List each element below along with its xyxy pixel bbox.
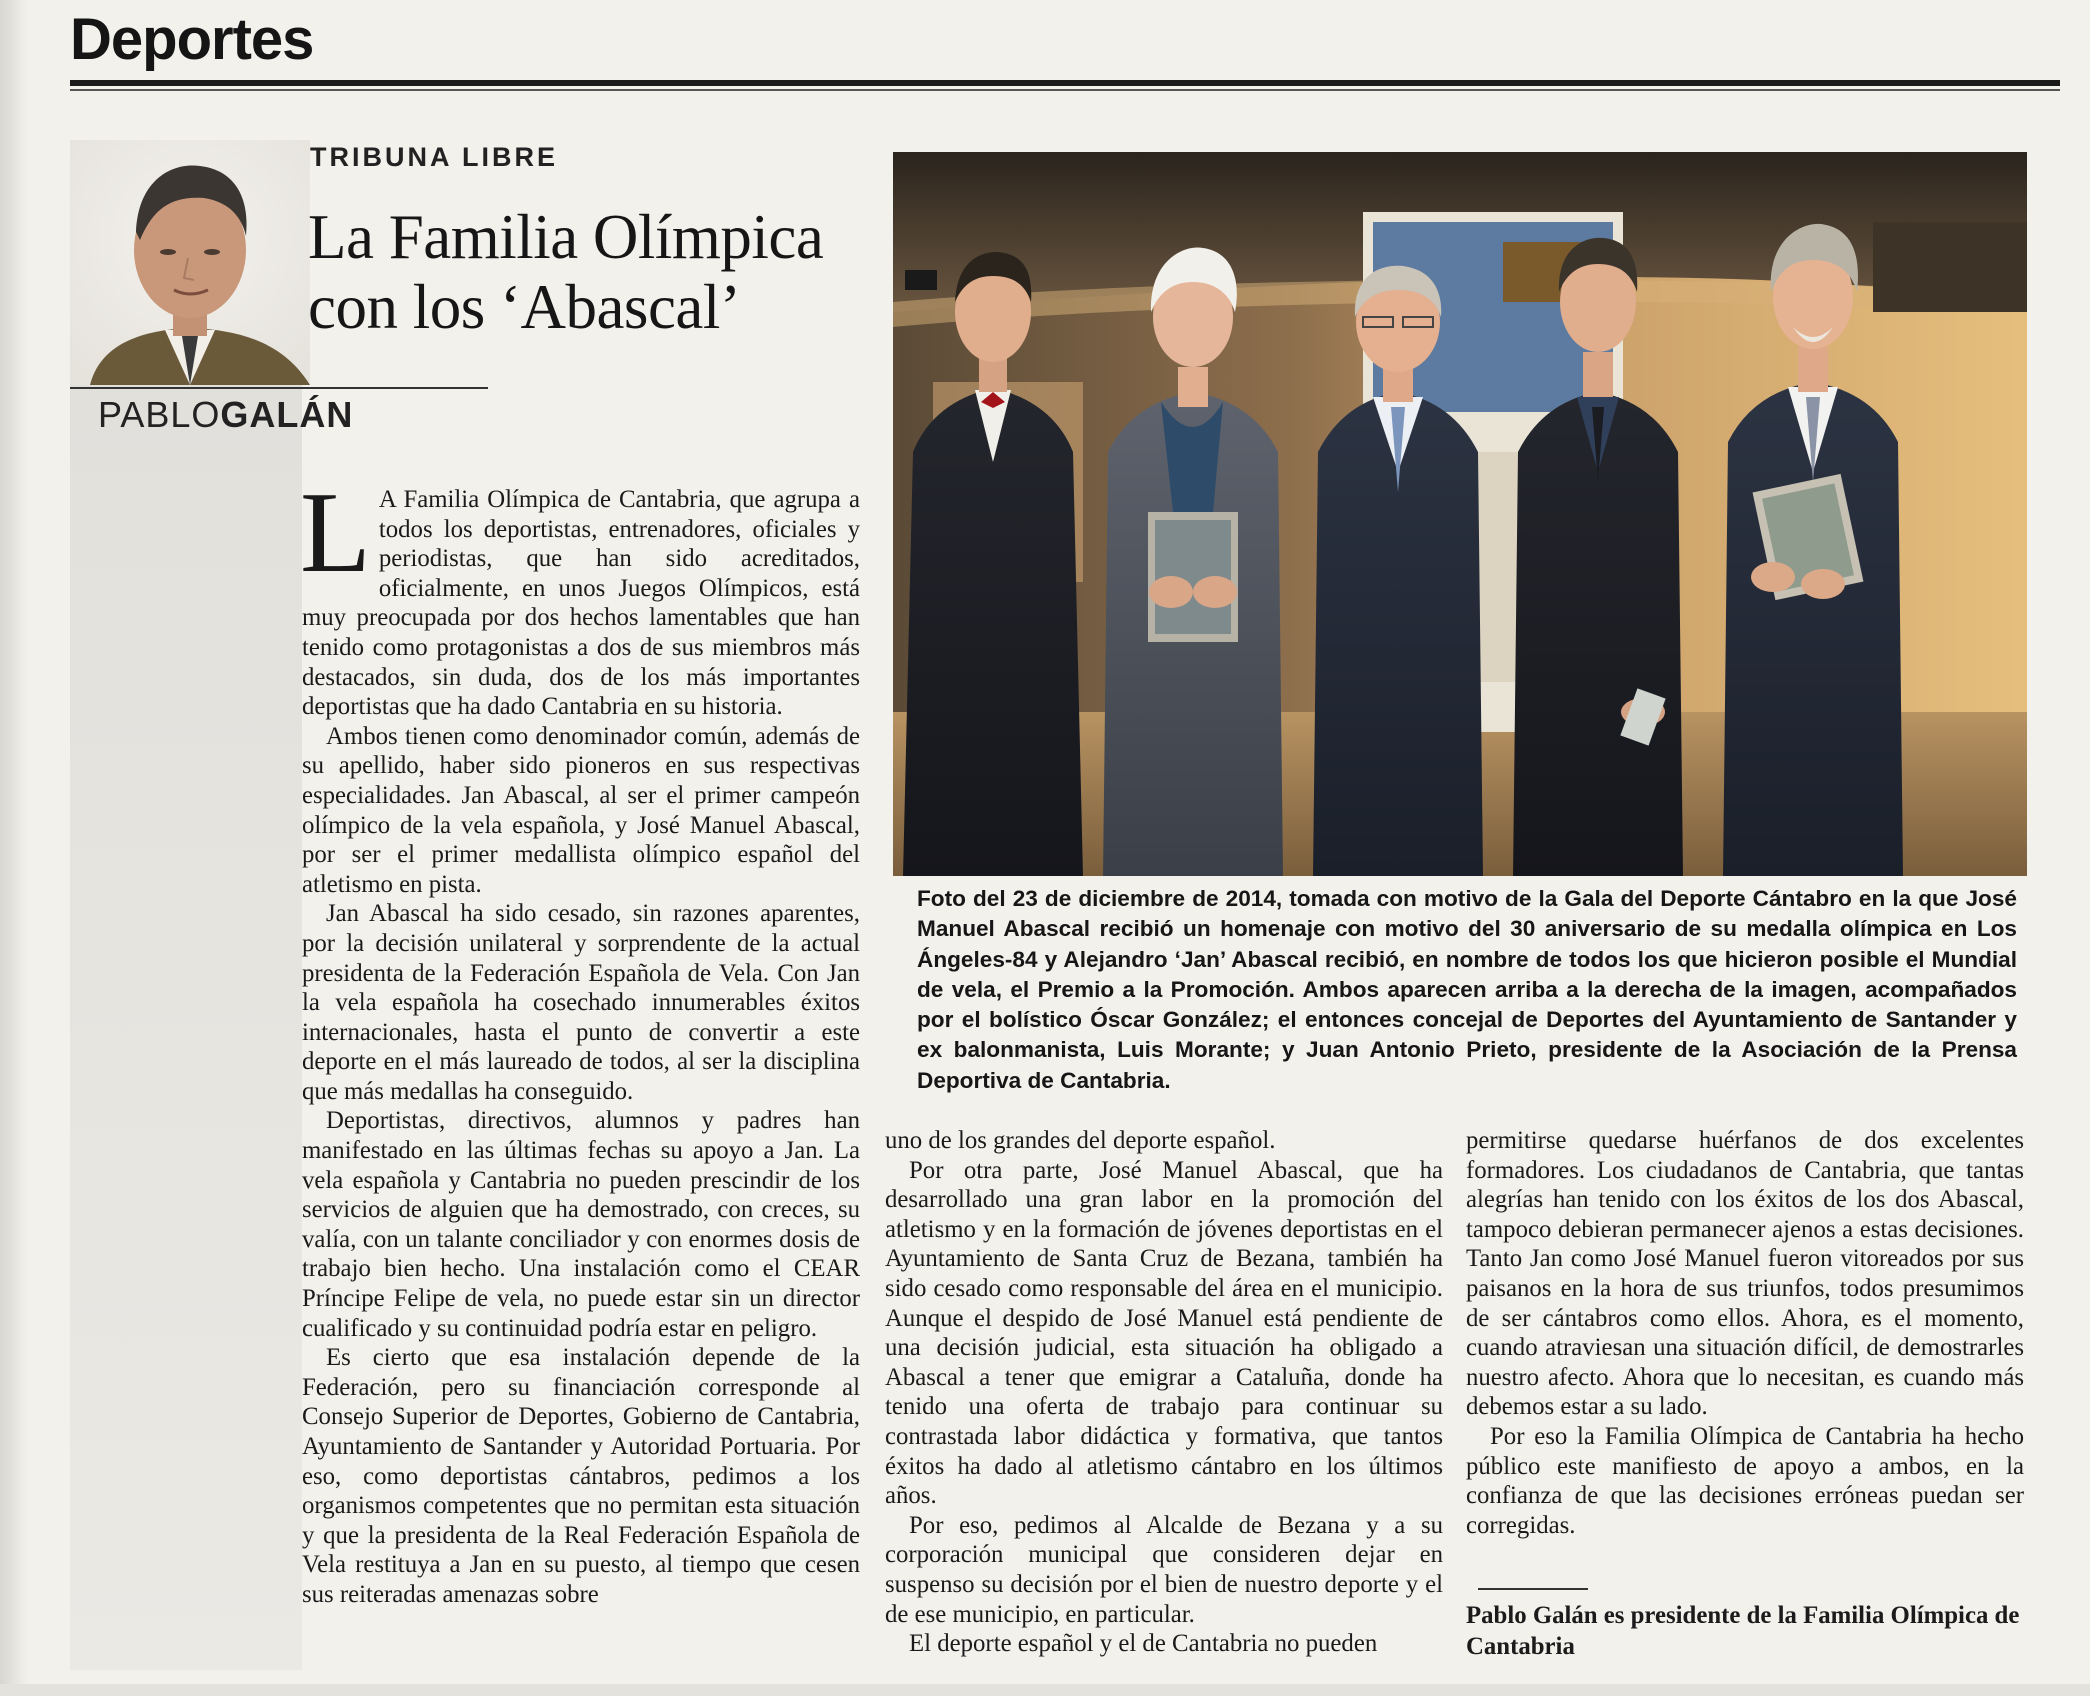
page-edge-shadow bbox=[0, 0, 28, 1696]
paragraph-10: permitirse quedarse huérfanos de dos excelentes formadores. Los ciudadanos de Cantabria, que tantas alegrías han tenido con los éxitos de los dos Abascal, tampoco debieran permanecer ajenos a estas decisiones. Tanto Jan como José Manuel fueron vitoreados por sus paisanos en la hora de sus triunfos, todos presumimos de ser cántabros como ellos. Ahora, es el momento, cuando atraviesan una situación difícil, de demostrarles nuestro afecto. Ahora que lo necesitan, es cuando más debemos estar a su lado. bbox=[1466, 1127, 2024, 1421]
article-column-3 bbox=[1466, 1126, 2024, 1540]
paragraph-8: Por eso, pedimos al Alcalde de Bezana y a su corporación municipal que consideren dejar en suspenso su decisión por el bien de nuestro deporte y el de ese municipio, en particular. bbox=[885, 1511, 1443, 1628]
author-byline bbox=[98, 394, 353, 436]
top-rule-thin bbox=[70, 89, 2060, 91]
paragraph-7: Por otra parte, José Manuel Abascal, que ha desarrollado una gran labor en la promoción del atletismo y en la formación de jóvenes deportistas en el Ayuntamiento de Santa Cruz de Bezana, también ha sido cesado como responsable del área en el municipio. Aunque el despido de José Manuel está pendiente de una decisión judicial, esta situación ha obligado a Abascal a tener que emigrar a Cataluña, donde ha tenido una oferta de trabajo para continuar su contrastada labor didáctica y formativa, que tantos éxitos ha dado al atletismo cántabro en los últimos años. bbox=[885, 1156, 1443, 1510]
top-rule bbox=[70, 80, 2060, 86]
article-kicker: TRIBUNA LIBRE bbox=[310, 142, 558, 172]
article-column-2 bbox=[885, 1126, 1443, 1659]
paragraph-11: Por eso la Familia Olímpica de Cantabria ha hecho público este manifiesto de apoyo a ambos, en la confianza de que las decisiones erróneas puedan ser corregidas. bbox=[1466, 1422, 2024, 1539]
headline-line-1: La Familia Olímpica bbox=[308, 202, 824, 272]
article-photo bbox=[893, 152, 2027, 876]
author-last-name: GALÁN bbox=[220, 394, 354, 435]
headline-line-2: con los ‘Abascal’ bbox=[308, 272, 741, 342]
paragraph-9: El deporte español y el de Cantabria no pueden bbox=[909, 1630, 1378, 1658]
article-column-1 bbox=[300, 469, 860, 1610]
bio-rule bbox=[1478, 1588, 1588, 1590]
section-title: Deportes bbox=[70, 7, 314, 72]
paragraph-2: Ambos tienen como denominador común, además de su apellido, haber sido pioneros en sus respectivas especialidades. Jan Abascal, al ser el primer campeón olímpico de la vela española, y José Manuel Abascal, por ser el primer medallista olímpico español del atletismo en pista. bbox=[302, 722, 860, 898]
dropcap: L bbox=[300, 469, 371, 597]
paragraph-6: uno de los grandes del deporte español. bbox=[885, 1127, 1276, 1154]
paragraph-3: Jan Abascal ha sido cesado, sin razones aparentes, por la decisión unilateral y sorprendente de la actual presidenta de la Federación Española de Vela. Con Jan la vela española ha cosechado innumerables éxitos internacionales, hasta el punto de convertir a este deporte en el más laureado de todos, al ser la disciplina que más medallas ha conseguido. bbox=[302, 900, 860, 1105]
paragraph-1-text: A Familia Olímpica de Cantabria, que agrupa a todos los deportistas, entrenadores, oficiales y periodistas, que han sido acreditados, oficialmente, en unos Juegos Olímpicos, está muy preocupada por dos hechos lamentables que han tenido como protagonistas a dos de sus miembros más destacados, sin duda, dos de los más importantes deportistas que ha dado Cantabria en su historia. bbox=[302, 486, 860, 721]
paragraph-1 bbox=[300, 469, 860, 722]
sidebar-grey-block bbox=[70, 370, 302, 1670]
author-first-name: PABLO bbox=[98, 394, 221, 435]
author-portrait bbox=[70, 140, 310, 385]
paragraph-5: Es cierto que esa instalación depende de la Federación, pero su financiación corresponde al Consejo Superior de Deportes, Gobierno de Cantabria, Ayuntamiento de Santander y Autoridad Portuaria. Por eso, como deportistas cántabros, pedimos a los organismos competentes que no permitan esta situación y que la presidenta de la Real Federación Española de Vela restituya a Jan en su puesto, al tiempo que cesen sus reiteradas amenazas sobre bbox=[302, 1344, 860, 1608]
author-bio: Pablo Galán es presidente de la Familia Olímpica de Cantabria bbox=[1466, 1602, 2020, 1660]
article-headline bbox=[308, 202, 868, 342]
paragraph-4: Deportistas, directivos, alumnos y padres han manifestado en las últimas fechas su apoyo a Jan. La vela española y Cantabria no pueden prescindir de los servicios de alguien que ha demostrado, con creces, su valía, con un talante conciliador y con enormes dosis de trabajo bien hecho. Una instalación como el CEAR Príncipe Felipe de vela, no puede estar sin un director cualificado y su continuidad podría estar en peligro. bbox=[302, 1107, 860, 1342]
author-rule bbox=[70, 387, 488, 389]
bottom-edge bbox=[0, 1684, 2090, 1696]
photo-caption: Foto del 23 de diciembre de 2014, tomada con motivo de la Gala del Deporte Cántabro en la que José Manuel Abascal recibió un homenaje con motivo del 30 aniversario de su medalla olímpica en Los Ángeles-84 y Alejandro ‘Jan’ Abascal recibió, en nombre de todos los que hicieron posible el Mundial de vela, el Premio a la Promoción. Ambos aparecen arriba a la derecha de la imagen, acompañados por el bolístico Óscar González; el entonces concejal de Deportes del Ayuntamiento de Santander y ex balonmanista, Luis Morante; y Juan Antonio Prieto, presidente de la Asociación de la Prensa Deportiva de Cantabria. bbox=[917, 886, 2017, 1093]
